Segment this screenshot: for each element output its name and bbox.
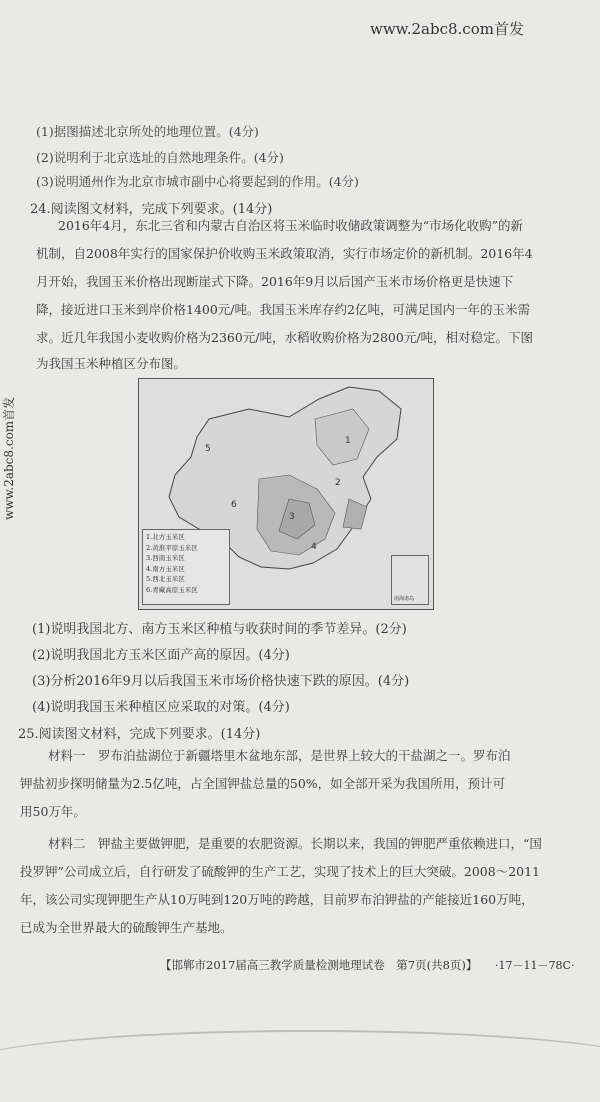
map-label-2: 2	[335, 478, 341, 488]
q25-m1-line-1: 材料一 罗布泊盐湖位于新疆塔里木盆地东部，是世界上较大的干盐湖之一。罗布泊	[48, 748, 511, 763]
map-inset-south-china-sea	[391, 555, 429, 605]
q24-para-line-4: 降，接近进口玉米到岸价格1400元/吨。我国玉米库存约2亿吨，可满足国内一年的玉米需	[36, 302, 530, 317]
q24-para-line-5: 求。近几年我国小麦收购价格为2360元/吨，水稻收购价格为2800元/吨，相对稳定。下图	[36, 330, 534, 345]
legend-item: 1.北方玉米区	[146, 533, 185, 541]
q23-sub-2: (2)说明利于北京选址的自然地理条件。(4分)	[36, 150, 284, 165]
q25-m2-line-4: 已成为全世界最大的硫酸钾生产基地。	[20, 920, 233, 935]
q24-para-line-1: 2016年4月，东北三省和内蒙古自治区将玉米临时收储政策调整为“市场化收购”的新	[58, 218, 524, 233]
q24-sub-4: (4)说明我国玉米种植区应采取的对策。(4分)	[32, 700, 290, 715]
q24-sub-2: (2)说明我国北方玉米区面产高的原因。(4分)	[32, 648, 290, 663]
q25-m2-line-1: 材料二 钾盐主要做钾肥，是重要的农肥资源。长期以来，我国的钾肥严重依赖进口，“国	[48, 836, 542, 851]
map-label-6: 6	[231, 500, 237, 510]
page-footer: 【邯郸市2017届高三教学质量检测地理试卷 第7页(共8页)】	[160, 958, 478, 972]
map-inset-label: 南海诸岛	[394, 596, 415, 602]
watermark-top: www.2abc8.com首发	[370, 20, 524, 38]
page-code: ·17－11－78C·	[495, 959, 575, 972]
legend-item: 2.黄淮平原玉米区	[146, 543, 198, 552]
map-label-4: 4	[311, 542, 317, 552]
map-legend	[142, 529, 230, 605]
q25-m2-line-3: 年，该公司实现钾肥生产从10万吨到120万吨的跨越，目前罗布泊钾盐的产能接近160万吨，	[20, 892, 534, 907]
watermark-side: www.2abc8.com首发	[2, 396, 16, 520]
map-label-5: 5	[205, 444, 211, 454]
page-curl-shadow	[0, 1030, 600, 1102]
q23-sub-3: (3)说明通州作为北京市城市副中心将要起到的作用。(4分)	[36, 174, 359, 189]
legend-item: 5.西北玉米区	[146, 575, 185, 583]
q23-sub-1: (1)据图描述北京所处的地理位置。(4分)	[36, 124, 259, 139]
q24-para-line-2: 机制，自2008年实行的国家保护价收购玉米政策取消，实行市场定价的新机制。2016年4	[36, 246, 533, 261]
legend-item: 3.西南玉米区	[146, 554, 185, 562]
map-label-1: 1	[345, 436, 351, 446]
q24-title: 24.阅读图文材料，完成下列要求。(14分)	[30, 202, 273, 217]
q24-para-line-6: 为我国玉米种植区分布图。	[36, 356, 187, 371]
corn-region-map	[138, 378, 434, 610]
q25-m2-line-2: 投罗钾”公司成立后，自行研发了硫酸钾的生产工艺，实现了技术上的巨大突破。2008～2011	[20, 864, 541, 879]
q25-m1-line-2: 钾盐初步探明储量为2.5亿吨，占全国钾盐总量的50%，如全部开采为我国所用，预计可	[20, 776, 506, 791]
q24-para-line-3: 月开始，我国玉米价格出现断崖式下降。2016年9月以后国产玉米市场价格更是快速下	[36, 274, 514, 289]
q25-title: 25.阅读图文材料，完成下列要求。(14分)	[18, 727, 261, 742]
legend-item: 6.青藏高原玉米区	[146, 585, 198, 594]
q25-m1-line-3: 用50万年。	[20, 804, 86, 819]
q24-sub-1: (1)说明我国北方、南方玉米区种植与收获时间的季节差异。(2分)	[32, 622, 407, 637]
map-label-3: 3	[289, 512, 295, 522]
legend-item: 4.南方玉米区	[146, 564, 185, 573]
q24-sub-3: (3)分析2016年9月以后我国玉米市场价格快速下跌的原因。(4分)	[32, 674, 410, 689]
